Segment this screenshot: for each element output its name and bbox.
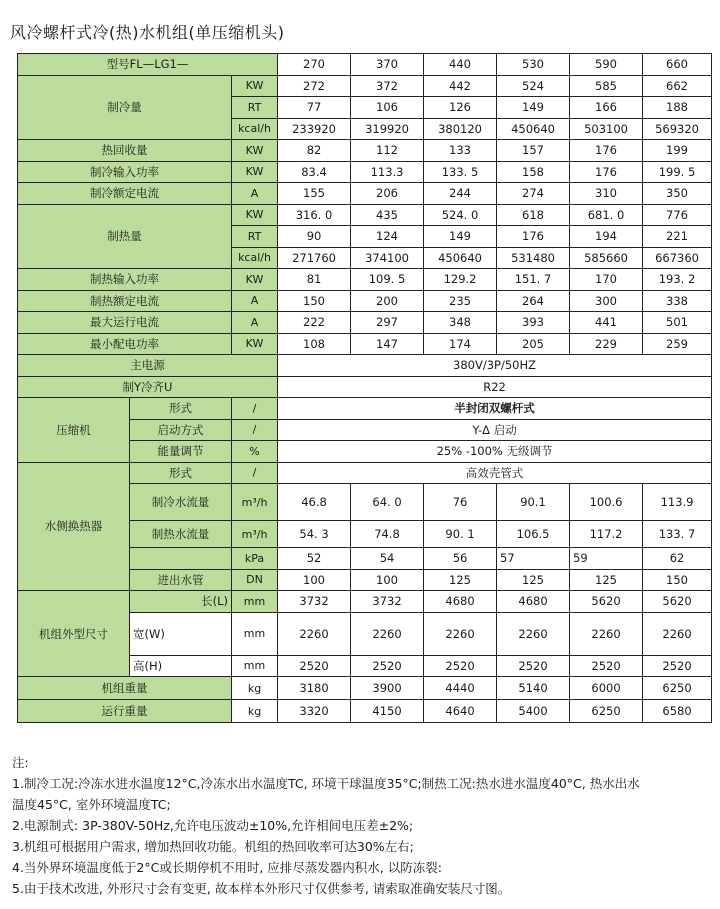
unit-cell: mm	[232, 655, 278, 677]
value-cell: 133	[424, 140, 497, 162]
unit-cell: kcal/h	[232, 118, 278, 140]
value-cell: 106.5	[497, 521, 570, 548]
unit-cell: DN	[232, 569, 278, 591]
value-cell: 667360	[643, 247, 712, 269]
value-cell: 149	[424, 226, 497, 248]
value-cell: 259	[643, 333, 712, 355]
row-label: 运行重量	[18, 700, 232, 723]
unit-cell: %	[232, 441, 278, 463]
model-cell: 440	[424, 54, 497, 76]
sub-label: 形式	[130, 398, 232, 420]
value-cell: 2520	[643, 655, 712, 677]
value-cell: 高效壳管式	[278, 462, 712, 484]
value-cell: 4680	[424, 591, 497, 613]
value-cell: 2260	[278, 612, 351, 655]
unit-cell: A	[232, 183, 278, 205]
model-cell: 590	[570, 54, 643, 76]
unit-cell: KW	[232, 269, 278, 291]
value-cell: 5400	[497, 700, 570, 723]
value-cell: 442	[424, 75, 497, 97]
value-cell: 3320	[278, 700, 351, 723]
value-cell: 569320	[643, 118, 712, 140]
value-cell: 176	[570, 161, 643, 183]
value-cell: 2260	[497, 612, 570, 655]
table-row	[18, 591, 712, 613]
value-cell: 90. 1	[424, 521, 497, 548]
value-cell: 2520	[424, 655, 497, 677]
model-cell: 530	[497, 54, 570, 76]
value-cell: 618	[497, 204, 570, 226]
value-cell: 681. 0	[570, 204, 643, 226]
unit-cell: A	[232, 312, 278, 334]
value-cell: 151. 7	[497, 269, 570, 291]
value-cell: 271760	[278, 247, 351, 269]
unit-cell: kPa	[232, 548, 278, 570]
value-cell: 124	[351, 226, 424, 248]
sub-label: 长(L)	[130, 591, 232, 613]
value-cell: 5140	[497, 677, 570, 700]
value-cell: 76	[424, 484, 497, 521]
row-label: 水侧换热器	[18, 462, 130, 591]
value-cell: 150	[643, 569, 712, 591]
value-cell: 3180	[278, 677, 351, 700]
value-cell: 176	[497, 226, 570, 248]
value-cell: 半封闭双螺杆式	[278, 398, 712, 420]
unit-cell: RT	[232, 226, 278, 248]
model-cell: 660	[643, 54, 712, 76]
value-cell: 82	[278, 140, 351, 162]
unit-cell: KW	[232, 140, 278, 162]
value-cell: 441	[570, 312, 643, 334]
value-cell: 4440	[424, 677, 497, 700]
value-cell: 338	[643, 290, 712, 312]
value-cell: 56	[424, 548, 497, 570]
value-cell: 54	[351, 548, 424, 570]
value-cell: 113.9	[643, 484, 712, 521]
value-cell: 5620	[643, 591, 712, 613]
value-cell: 450640	[424, 247, 497, 269]
value-cell: 348	[424, 312, 497, 334]
unit-cell: mm	[232, 612, 278, 655]
table-row	[18, 355, 712, 377]
value-cell: 350	[643, 183, 712, 205]
value-cell: 52	[278, 548, 351, 570]
sub-label: 制热水流量	[130, 521, 232, 548]
unit-cell: m³/h	[232, 484, 278, 521]
unit-cell: kcal/h	[232, 247, 278, 269]
value-cell: 46.8	[278, 484, 351, 521]
notes-section	[12, 752, 712, 899]
row-label: 主电源	[18, 355, 278, 377]
sub-label	[130, 548, 232, 570]
value-cell: 129.2	[424, 269, 497, 291]
value-cell: 193. 2	[643, 269, 712, 291]
value-cell: 170	[570, 269, 643, 291]
unit-cell: KW	[232, 161, 278, 183]
unit-cell: KW	[232, 204, 278, 226]
value-cell: 2260	[570, 612, 643, 655]
value-cell: 158	[497, 161, 570, 183]
value-cell: 524	[497, 75, 570, 97]
value-cell: 316. 0	[278, 204, 351, 226]
value-cell: 206	[351, 183, 424, 205]
value-cell: 2520	[278, 655, 351, 677]
table-row	[18, 312, 712, 334]
table-row	[18, 290, 712, 312]
value-cell: 81	[278, 269, 351, 291]
value-cell: 300	[570, 290, 643, 312]
value-cell: 531480	[497, 247, 570, 269]
value-cell: 2520	[497, 655, 570, 677]
value-cell: 662	[643, 75, 712, 97]
value-cell: 374100	[351, 247, 424, 269]
value-cell: 229	[570, 333, 643, 355]
value-cell: 4640	[424, 700, 497, 723]
table-row	[18, 54, 712, 76]
value-cell: 90.1	[497, 484, 570, 521]
row-label: 压缩机	[18, 398, 130, 463]
value-cell: 264	[497, 290, 570, 312]
value-cell: 100	[351, 569, 424, 591]
note-line: 1.制冷工况:冷冻水进水温度12°C,冷冻水出水温度TC, 环境干球温度35°C;制热工况:热水进水温度40°C, 热水出水	[12, 776, 640, 791]
row-label: 制Y冷齐U	[18, 376, 278, 398]
notes-heading: 注:	[12, 755, 29, 770]
row-label: 制冷额定电流	[18, 183, 232, 205]
row-label: 机组重量	[18, 677, 232, 700]
table-row	[18, 677, 712, 700]
value-cell: 188	[643, 97, 712, 119]
value-cell: 125	[497, 569, 570, 591]
value-cell: 62	[643, 548, 712, 570]
value-cell: 174	[424, 333, 497, 355]
table-row	[18, 75, 712, 97]
value-cell: 2260	[424, 612, 497, 655]
value-cell: 450640	[497, 118, 570, 140]
unit-cell: KW	[232, 75, 278, 97]
unit-cell: RT	[232, 97, 278, 119]
table-row	[18, 161, 712, 183]
note-line: 2.电源制式: 3P-380V-50Hz,允许电压波动±10%,允许相间电压差±2%;	[12, 818, 414, 833]
row-label: 制热量	[18, 204, 232, 269]
sub-label: 启动方式	[130, 419, 232, 441]
row-label: 制热输入功率	[18, 269, 232, 291]
value-cell: 90	[278, 226, 351, 248]
unit-cell: A	[232, 290, 278, 312]
value-cell: 4680	[497, 591, 570, 613]
table-row	[18, 398, 712, 420]
value-cell: 3732	[351, 591, 424, 613]
row-label: 制冷输入功率	[18, 161, 232, 183]
value-cell: 83.4	[278, 161, 351, 183]
value-cell: 125	[570, 569, 643, 591]
value-cell: 776	[643, 204, 712, 226]
value-cell: 194	[570, 226, 643, 248]
value-cell: 6580	[643, 700, 712, 723]
value-cell: 380120	[424, 118, 497, 140]
unit-cell: /	[232, 419, 278, 441]
value-cell: 155	[278, 183, 351, 205]
value-cell: 113.3	[351, 161, 424, 183]
value-cell: 222	[278, 312, 351, 334]
value-cell: 435	[351, 204, 424, 226]
value-cell: 2520	[570, 655, 643, 677]
value-cell: 274	[497, 183, 570, 205]
note-line: 4.当外界环境温度低于2°C或长期停机不用时, 应排尽蒸发器内积水, 以防冻裂:	[12, 860, 442, 875]
value-cell: R22	[278, 376, 712, 398]
value-cell: 106	[351, 97, 424, 119]
value-cell: 74.8	[351, 521, 424, 548]
row-label: 机组外型尺寸	[18, 591, 130, 677]
sub-label: 宽(W)	[130, 612, 232, 655]
value-cell: 126	[424, 97, 497, 119]
value-cell: 100.6	[570, 484, 643, 521]
value-cell: 501	[643, 312, 712, 334]
value-cell: 166	[570, 97, 643, 119]
unit-cell: /	[232, 462, 278, 484]
unit-cell: m³/h	[232, 521, 278, 548]
table-row	[18, 140, 712, 162]
value-cell: 380V/3P/50HZ	[278, 355, 712, 377]
value-cell: 233920	[278, 118, 351, 140]
unit-cell: kg	[232, 677, 278, 700]
row-label: 热回收量	[18, 140, 232, 162]
table-row	[18, 269, 712, 291]
sub-label: 形式	[130, 462, 232, 484]
value-cell: Y-Δ 启动	[278, 419, 712, 441]
model-cell: 270	[278, 54, 351, 76]
sub-label: 能量调节	[130, 441, 232, 463]
value-cell: 149	[497, 97, 570, 119]
value-cell: 393	[497, 312, 570, 334]
value-cell: 3732	[278, 591, 351, 613]
sub-label: 进出水管	[130, 569, 232, 591]
value-cell: 235	[424, 290, 497, 312]
row-label: 制热额定电流	[18, 290, 232, 312]
sub-label: 制冷水流量	[130, 484, 232, 521]
note-line: 温度45°C, 室外环境温度TC;	[12, 797, 171, 812]
value-cell: 64. 0	[351, 484, 424, 521]
value-cell: 133. 7	[643, 521, 712, 548]
sub-label: 高(H)	[130, 655, 232, 677]
row-label: 最小配电功率	[18, 333, 232, 355]
value-cell: 59	[570, 548, 643, 570]
table-row	[18, 204, 712, 226]
value-cell: 372	[351, 75, 424, 97]
value-cell: 200	[351, 290, 424, 312]
value-cell: 524. 0	[424, 204, 497, 226]
unit-cell: kg	[232, 700, 278, 723]
value-cell: 5620	[570, 591, 643, 613]
spec-table	[17, 53, 712, 723]
value-cell: 205	[497, 333, 570, 355]
value-cell: 117.2	[570, 521, 643, 548]
table-row	[18, 376, 712, 398]
value-cell: 108	[278, 333, 351, 355]
value-cell: 77	[278, 97, 351, 119]
row-label: 制冷量	[18, 75, 232, 140]
value-cell: 3900	[351, 677, 424, 700]
unit-cell: mm	[232, 591, 278, 613]
value-cell: 4150	[351, 700, 424, 723]
value-cell: 109. 5	[351, 269, 424, 291]
value-cell: 2520	[351, 655, 424, 677]
value-cell: 585660	[570, 247, 643, 269]
value-cell: 150	[278, 290, 351, 312]
row-label: 最大运行电流	[18, 312, 232, 334]
value-cell: 310	[570, 183, 643, 205]
value-cell: 100	[278, 569, 351, 591]
note-line: 3.机组可根据用户需求, 增加热回收功能。机组的热回收率可达30%左右;	[12, 839, 414, 854]
value-cell: 503100	[570, 118, 643, 140]
unit-cell: KW	[232, 333, 278, 355]
value-cell: 57	[497, 548, 570, 570]
value-cell: 157	[497, 140, 570, 162]
table-row	[18, 462, 712, 484]
value-cell: 319920	[351, 118, 424, 140]
value-cell: 221	[643, 226, 712, 248]
value-cell: 147	[351, 333, 424, 355]
value-cell: 25% -100% 无级调节	[278, 441, 712, 463]
value-cell: 2260	[643, 612, 712, 655]
unit-cell: /	[232, 398, 278, 420]
value-cell: 244	[424, 183, 497, 205]
page-title: 风冷螺杆式冷(热)水机组(单压缩机头)	[10, 23, 285, 42]
table-row	[18, 700, 712, 723]
value-cell: 199. 5	[643, 161, 712, 183]
value-cell: 176	[570, 140, 643, 162]
model-cell: 370	[351, 54, 424, 76]
model-label: 型号FL—LG1—	[18, 54, 278, 76]
value-cell: 6250	[570, 700, 643, 723]
table-row	[18, 183, 712, 205]
value-cell: 125	[424, 569, 497, 591]
value-cell: 199	[643, 140, 712, 162]
value-cell: 2260	[351, 612, 424, 655]
value-cell: 6000	[570, 677, 643, 700]
value-cell: 133. 5	[424, 161, 497, 183]
note-line: 5.由于技术改进, 外形尺寸会有变更, 故本样本外形尺寸仅供参考, 请索取准确安装尺寸图。	[12, 881, 511, 896]
table-row	[18, 333, 712, 355]
value-cell: 54. 3	[278, 521, 351, 548]
value-cell: 272	[278, 75, 351, 97]
value-cell: 585	[570, 75, 643, 97]
value-cell: 297	[351, 312, 424, 334]
value-cell: 6250	[643, 677, 712, 700]
value-cell: 112	[351, 140, 424, 162]
